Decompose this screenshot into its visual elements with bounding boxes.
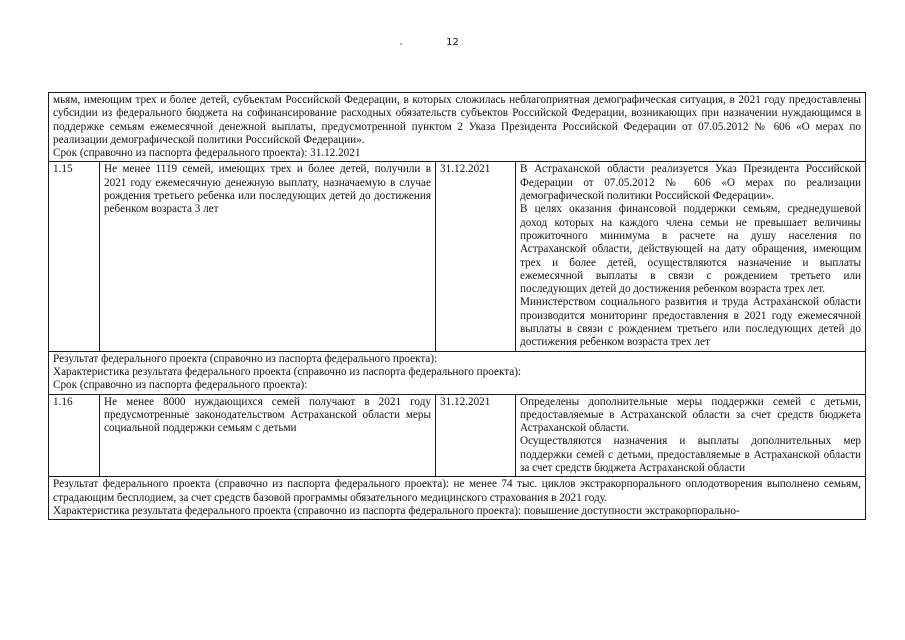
project-characteristic-text: Характеристика результата федерального проекта (справочно из паспорта федерального проекта): повышение доступности экстракорпорально- [53, 504, 740, 517]
info-paragraph: Министерством социального развития и труда Астраханской области производится мониторинг предоставления в 2021 году ежемесячной выплаты в связи с рождением третьего или последующих детей до достижения ребенком возраста трех лет [520, 296, 862, 349]
results-table [48, 92, 866, 520]
intro-row [49, 93, 866, 162]
info-paragraph: В Астраханской области реализуется Указ Президента Российской Федерации от 07.05.2012 № 606 «О мерах по реализации демографической политики Российской Федерации». [520, 163, 862, 203]
info-paragraph: Осуществляются назначения и выплаты дополнительных мер поддержки семей с детьми, предоставляемые в Астраханской области за счет средств бюджета Астраханской области [520, 435, 862, 475]
project-result-label: Результат федерального проекта (справочно из паспорта федерального проекта): [53, 352, 438, 365]
row-date: 31.12.2021 [436, 394, 516, 477]
project-deadline-label: Срок (справочно из паспорта федерального проекта): [53, 379, 308, 392]
row-date: 31.12.2021 [436, 162, 516, 351]
page-number: 12 [446, 37, 459, 48]
page-bottom-margin [0, 612, 905, 640]
scan-speck [400, 43, 402, 45]
intro-deadline: Срок (справочно из паспорта федерального проекта): 31.12.2021 [53, 147, 361, 160]
row-info [516, 394, 866, 477]
row-result: Не менее 8000 нуждающихся семей получают в 2021 году предусмотренные законодательством Астраханской области меры социальной поддержки семьям с детьми [100, 394, 436, 477]
row-result: Не менее 1119 семей, имеющих трех и более детей, получили в 2021 году ежемесячную денежную выплату, назначаемую в случае рождения третьего ребенка или последующих детей до достижения ребенком возраста 3 лет [100, 162, 436, 351]
intro-text: мьям, имеющим трех и более детей, субъектам Российской Федерации, в которых сложилась неблагоприятная демографическая ситуация, в 2021 году предоставлены субсидии из федерального бюджета на софинансирование расходных обязательств субъектов Российской Федерации, возникающих при назначении нуждающимся в поддержке семьям ежемесячной денежной выплаты, предусмотренной пунктом 2 Указа Президента Российской Федерации от 07.05.2012 № 606 «О мерах по реализации демографической политики Российской Федерации». [53, 94, 862, 146]
project-info-row [49, 351, 866, 394]
table-row [49, 162, 866, 351]
project-info-cell [49, 477, 866, 520]
project-characteristic-label: Характеристика результата федерального проекта (справочно из паспорта федерального проекта): [53, 365, 522, 378]
project-info-cell [49, 351, 866, 394]
row-info [516, 162, 866, 351]
info-paragraph: Определены дополнительные меры поддержки семей с детьми, предоставляемые в Астраханской области за счет средств бюджета Астраханской области. [520, 395, 862, 435]
table-row [49, 394, 866, 477]
project-result-text: Результат федерального проекта (справочно из паспорта федерального проекта): не менее 74 тыс. циклов экстракорпорального оплодотворения выполнено семьям, страдающим бесплодием, за счет средств базовой программы обязательного медицинского страхования в 2021 году. [53, 478, 862, 504]
intro-cell [49, 93, 866, 162]
row-number: 1.15 [49, 162, 100, 351]
row-number: 1.16 [49, 394, 100, 477]
project-info-row [49, 477, 866, 520]
info-paragraph: В целях оказания финансовой поддержки семьям, среднедушевой доход которых на каждого члена семьи не превышает величины прожиточного минимума в расчете на душу населения по Астраханской области, действующей на дату обращения, имеющим трех и более детей, осуществляются назначение и выплаты ежемесячной выплаты в связи с рождением третьего или последующих детей до достижения ребенком возраста трех лет. [520, 203, 862, 296]
